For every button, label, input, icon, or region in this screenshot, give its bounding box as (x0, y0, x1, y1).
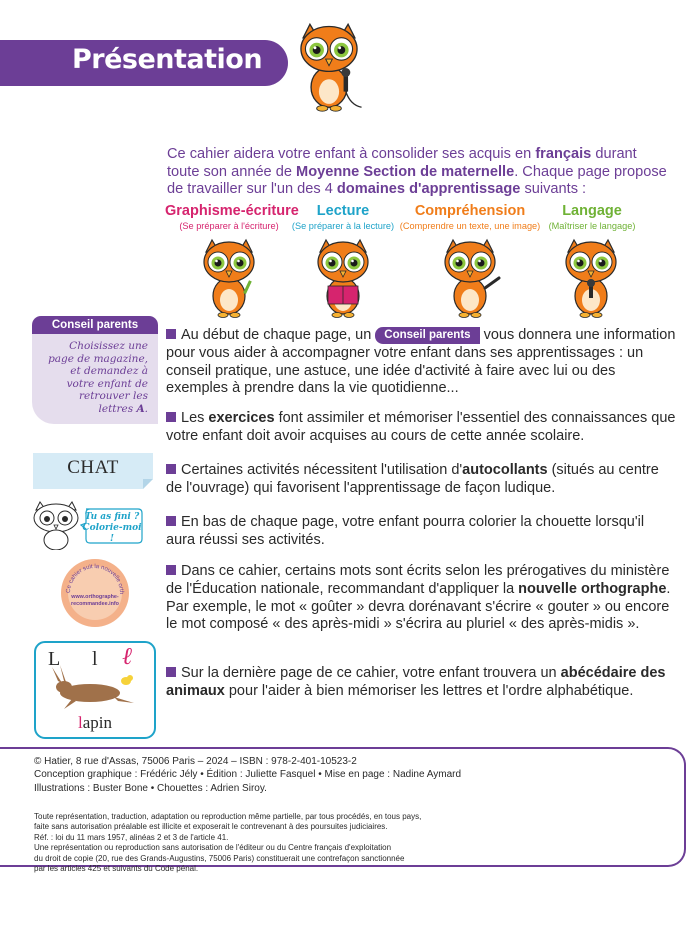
letter-uppercase: L (48, 648, 61, 670)
conseil-parents-pill: Conseil parents (375, 327, 479, 344)
speech-bubble-text: Tu as fini ? Colorie-moi ! (82, 512, 142, 544)
owl-book-icon (310, 238, 376, 320)
paragraph-conseil: Au début de chaque page, un Conseil parents vous donnera une information pour vous aider à accompagner votre enfant dans ses apprentissages : un conseil pratique, une astuce, une idée d'activité à faire avec lui ou des exemples à prendre dans la vie quotidienne... (166, 327, 676, 397)
domain-subtitle: (Comprendre un texte, une image) (399, 221, 541, 231)
square-bullet-icon (166, 565, 176, 575)
domain-langage (544, 203, 640, 232)
svg-text:Ce cahier suit la nouvelle ort: Ce cahier suit la nouvelle orth (65, 563, 125, 595)
owl-pencil-icon (196, 238, 262, 320)
paragraph-autocollants: Certaines activités nécessitent l'utilisation d'autocollants (situés au centre de l'ouvrage) qui favorisent l'apprentissage de façon ludique. (166, 462, 659, 496)
paragraph-exercices: Les exercices font assimiler et mémoriser l'essentiel des connaissances que votre enfant doit avoir acquises au cours de cette année scolaire. (166, 410, 676, 444)
domain-subtitle: (Se préparer à la lecture) (291, 221, 395, 231)
domain-title: Lecture (316, 203, 370, 219)
sticker-word: CHAT (67, 457, 119, 478)
title-banner (0, 40, 288, 86)
square-bullet-icon (166, 412, 176, 422)
domain-title: Langage (562, 203, 622, 219)
square-bullet-icon (166, 516, 176, 526)
owl-microphone-icon (290, 22, 368, 114)
domain-title: Compréhension (414, 203, 526, 219)
conseil-parents-text: Choisissez une page de magazine, et demandez à votre enfant de retrouver les lettres A. (48, 340, 148, 415)
domain-title: Graphisme-écriture (165, 203, 299, 219)
letter-cursive: ℓ (122, 644, 132, 670)
footer-legal: Toute représentation, traduction, adaptation ou reproduction même partielle, par tous procédés, en tous pays, faite sans autorisation préalable est illicite et exposerait le contrevenant à des poursuites judiciaires. Réf. : loi du 11 mars 1957, alinéas 2 et 3 de l'article 41. Une représentation ou reproduction sans autorisation de l'éditeur ou du Centre français d'exploitation du droit de copie (20, rue des Grands-Augustins, 75006 Paris) constituerait une contrefaçon sanctionnée par les articles 425 et suivants du Code pénal. (34, 812, 422, 874)
nouvelle-orthographe-logo (60, 558, 130, 628)
letter-lowercase: l (92, 648, 98, 670)
square-bullet-icon (166, 667, 176, 677)
conseil-parents-title: Conseil parents (32, 316, 158, 334)
paragraph-chouette: En bas de chaque page, votre enfant pourra colorier la chouette lorsqu'il aura réussi ses activités. (166, 514, 645, 548)
paragraph-abecedaire: Sur la dernière page de ce cahier, votre enfant trouvera un abécédaire des animaux pour l'aider à bien mémoriser les lettres et l'ordre alphabétique. (166, 665, 666, 699)
domain-subtitle: (Maîtriser le langage) (548, 221, 636, 231)
intro-paragraph: Ce cahier aidera votre enfant à consolider ses acquis en français durant toute son année de Moyenne Section de maternelle. Chaque page propose de travailler sur l'un des 4 domaines d'apprentissage suivants : (167, 146, 667, 197)
domain-comprehension (397, 203, 543, 232)
conseil-parents-body (32, 334, 158, 424)
domain-lecture (287, 203, 399, 232)
owl-microphone-icon (558, 238, 624, 320)
conseil-parents-box (32, 316, 158, 424)
page-title: Présentation (72, 44, 263, 75)
square-bullet-icon (166, 464, 176, 474)
square-bullet-icon (166, 329, 176, 339)
owl-pointing-icon (437, 238, 503, 320)
owl-outline-icon (28, 500, 84, 550)
abecedaire-word: lapin (77, 713, 112, 732)
footer-credits: © Hatier, 8 rue d'Assas, 75006 Paris – 2024 – ISBN : 978-2-401-10523-2 Conception graphique : Frédéric Jély • Édition : Juliette Fasquel • Mise en page : Nadine Aymard Illustrations : Buster Bone • Chouettes : Adrien Siroy. (34, 756, 462, 794)
svg-text:recommandee.info: recommandee.info (71, 601, 119, 607)
paragraph-orthographe: Dans ce cahier, certains mots sont écrits selon les prérogatives du ministère de l'Éducation nationale, recommandant d'appliquer la nouvelle orthographe. Par exemple, le mot « goûter » devra dorénavant s'écrire « gouter » ou encore le mot composé « des après-midi » s'écrira au pluriel « des après-midis ». (166, 563, 671, 633)
domain-graphisme (165, 203, 299, 232)
domain-subtitle: (Se préparer à l'écriture) (179, 221, 279, 231)
svg-text:www.orthographe-: www.orthographe- (71, 594, 119, 600)
